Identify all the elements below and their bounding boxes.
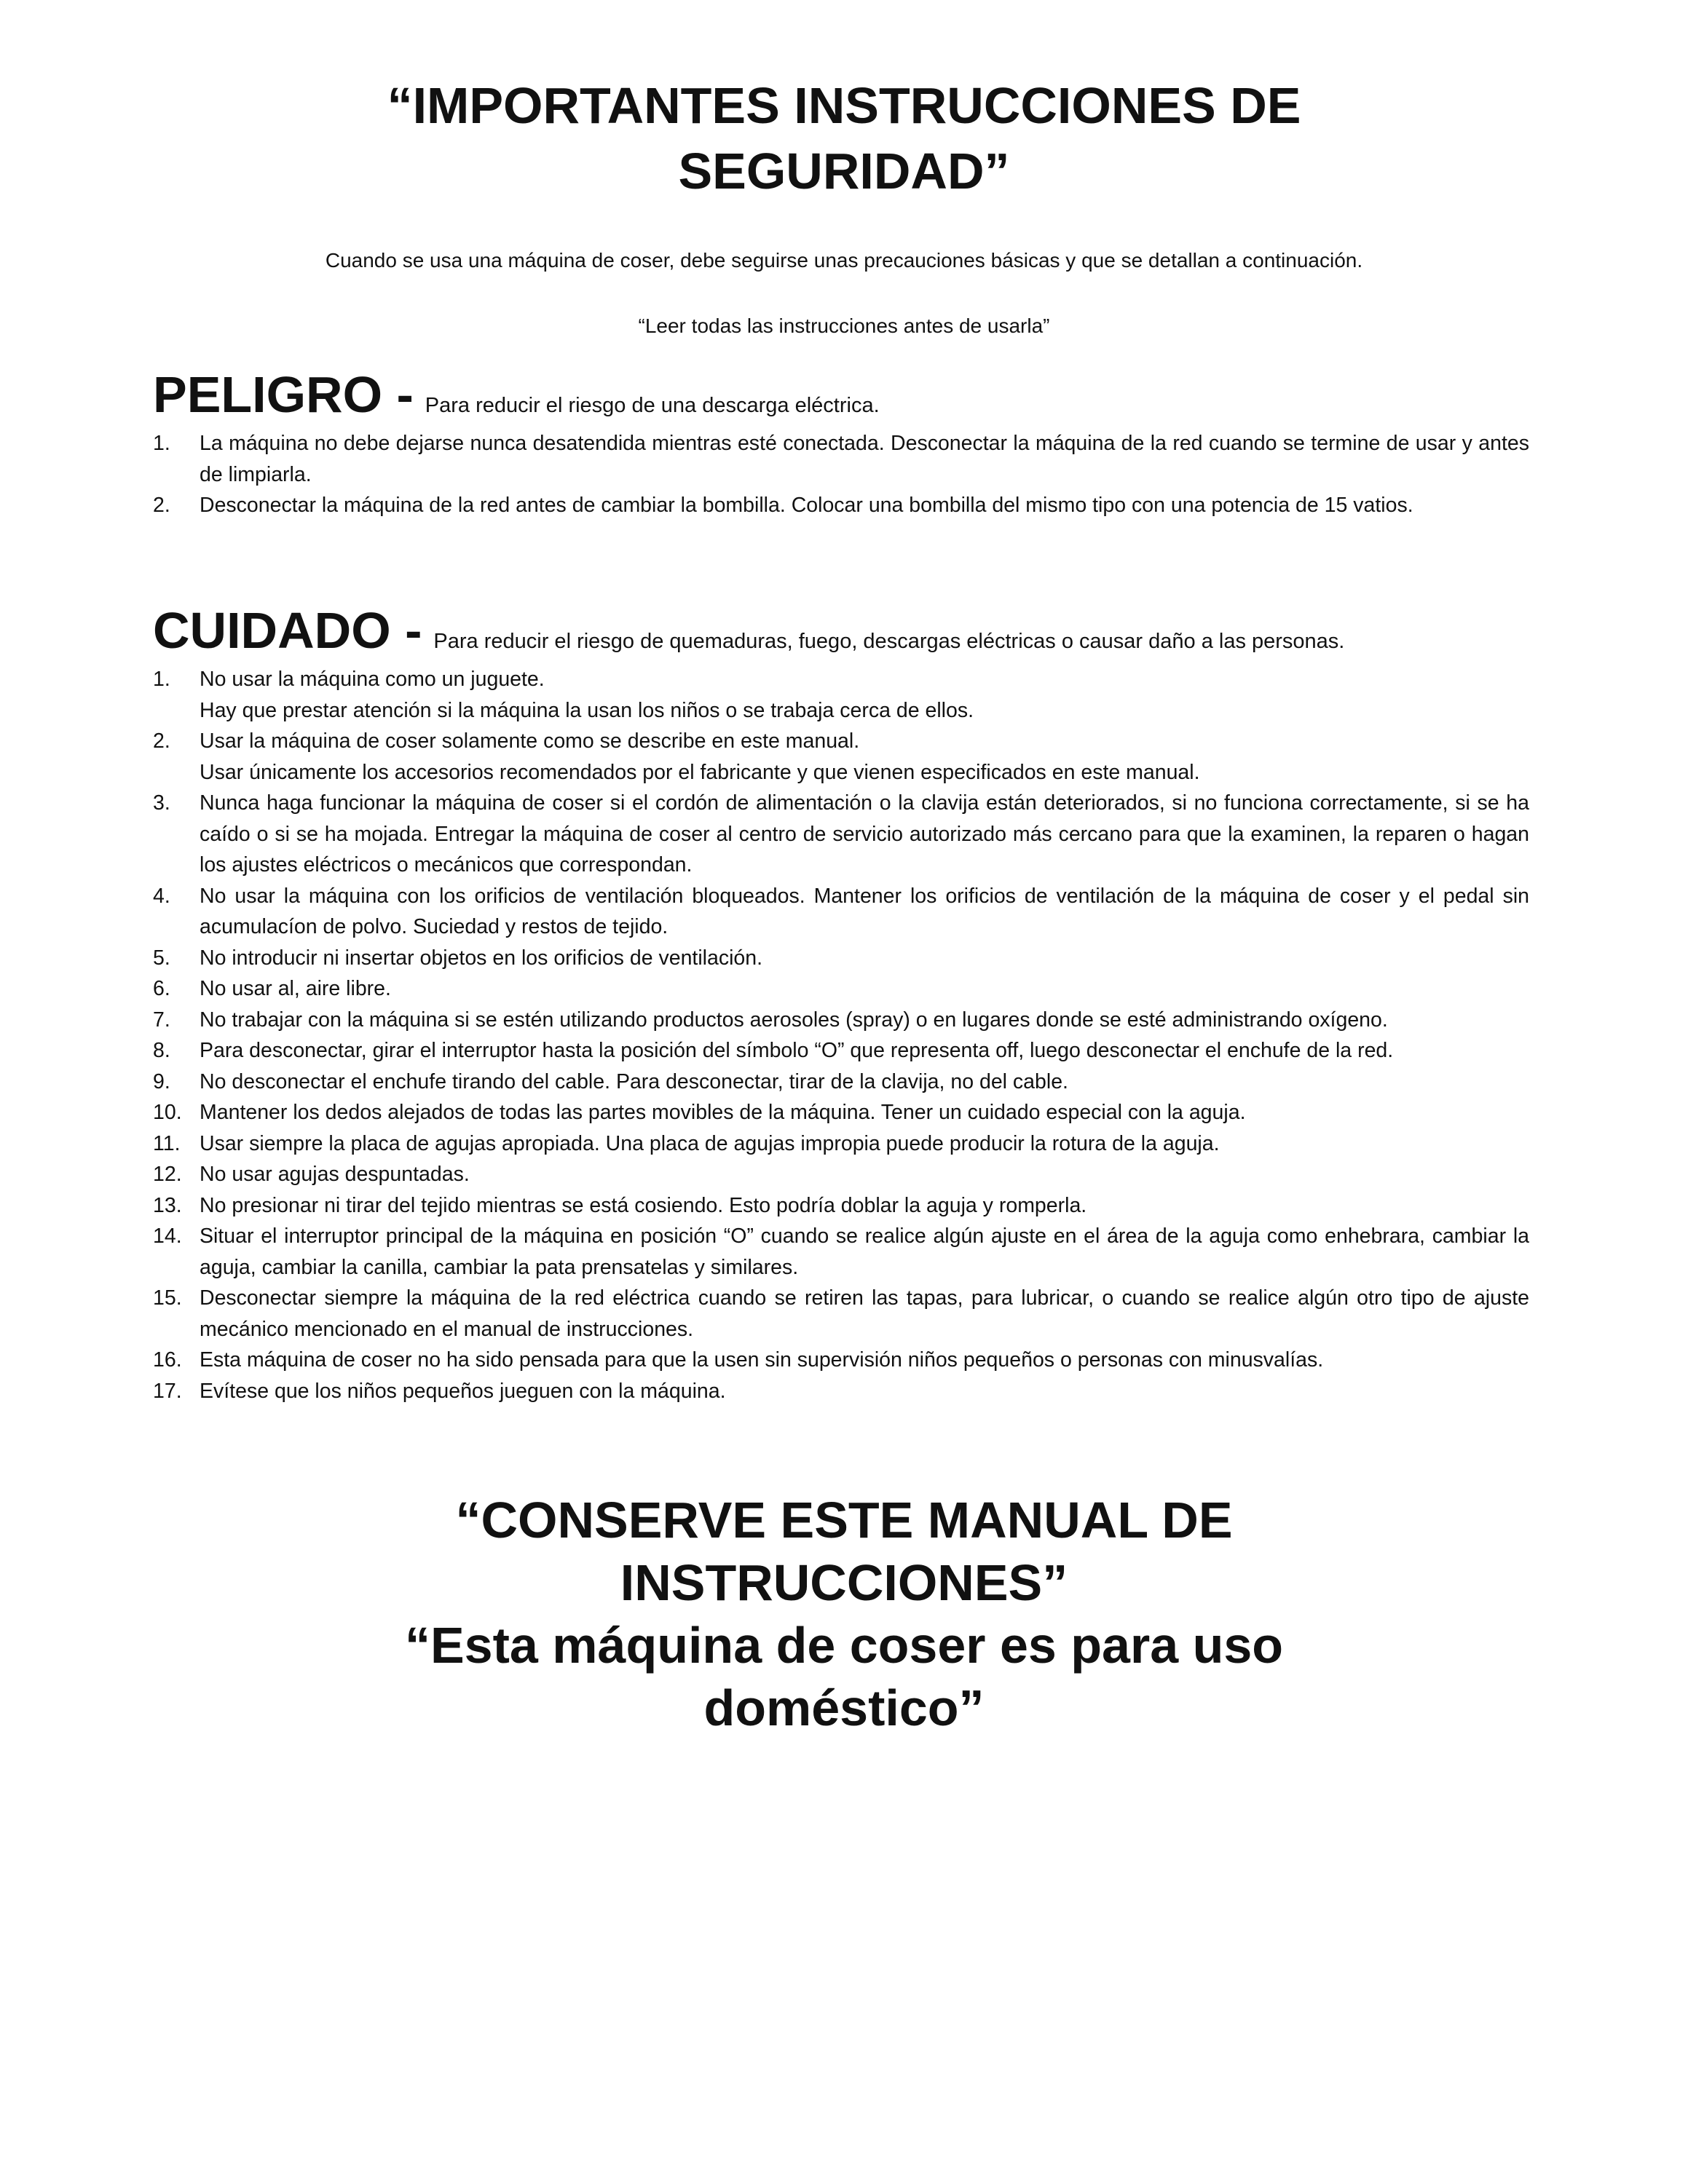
list-item-number: 9.	[153, 1069, 170, 1093]
peligro-description: Para reducir el riesgo de una descarga eléctrica.	[425, 394, 880, 417]
cuidado-header	[153, 601, 1529, 660]
list-item-number: 1.	[153, 432, 170, 455]
list-item	[153, 490, 1529, 521]
list-item	[153, 1067, 1529, 1098]
list-item-text: No trabajar con la máquina si se estén utilizando productos aerosoles (spray) o en lugares donde se esté administrando oxígeno.	[200, 1008, 1388, 1032]
list-item	[153, 973, 1529, 1005]
peligro-heading: PELIGRO -	[153, 366, 414, 423]
page-title-line-1: “IMPORTANTES INSTRUCCIONES DE	[387, 77, 1301, 134]
list-item-text: Usar siempre la placa de agujas apropiada. Una placa de agujas impropia puede producir la rotura de la aguja.	[200, 1131, 1220, 1155]
cuidado-section	[153, 601, 1529, 1406]
list-item	[153, 1283, 1529, 1345]
list-item	[153, 1190, 1529, 1222]
list-item-number: 11.	[153, 1131, 181, 1155]
intro-text: Cuando se usa una máquina de coser, debe seguirse unas precauciones básicas y que se detallan a continuación.	[325, 249, 1363, 272]
list-item-number: 12.	[153, 1163, 182, 1186]
closing-line-1: “CONSERVE ESTE MANUAL DE	[455, 1492, 1233, 1548]
intro-note: “Leer todas las instrucciones antes de usarla”	[638, 314, 1050, 337]
list-item-text: No usar la máquina con los orificios de ventilación bloqueados. Mantener los orificios de ventilación de la máquina de coser y el pedal sin acumulacíon de polvo. Suciedad y restos de tejido.	[200, 884, 1529, 938]
closing-statement	[146, 1489, 1542, 1739]
cuidado-heading: CUIDADO -	[153, 602, 422, 659]
list-item-text: Usar la máquina de coser solamente como se describe en este manual.	[200, 729, 860, 753]
list-item-number: 15.	[153, 1286, 182, 1310]
list-item-number: 6.	[153, 977, 170, 1000]
list-item-text: No desconectar el enchufe tirando del cable. Para desconectar, tirar de la clavija, no del cable.	[200, 1069, 1068, 1093]
peligro-section	[153, 365, 1529, 521]
list-item-text: No presionar ni tirar del tejido mientras se está cosiendo. Esto podría doblar la aguja y romperla.	[200, 1193, 1087, 1217]
list-item	[153, 1345, 1529, 1376]
list-item	[153, 664, 1529, 726]
list-item-text: Desconectar la máquina de la red antes de cambiar la bombilla. Colocar una bombilla del mismo tipo con una potencia de 15 vatios.	[200, 494, 1413, 517]
list-item-number: 2.	[153, 494, 170, 517]
list-item-text: Mantener los dedos alejados de todas las partes movibles de la máquina. Tener un cuidado especial con la aguja.	[200, 1101, 1246, 1124]
peligro-header	[153, 365, 1529, 424]
list-item-text: Situar el interruptor principal de la máquina en posición “O” cuando se realice algún ajuste en el área de la aguja como enhebrara, cambiar la aguja, cambiar la canilla, cambiar la pata prensatelas y similares.	[200, 1224, 1529, 1279]
list-item-text: Desconectar siempre la máquina de la red eléctrica cuando se retiren las tapas, para lubricar, o cuando se realice algún otro tipo de ajuste mecánico mencionado en el manual de instrucciones.	[200, 1286, 1529, 1341]
list-item	[153, 1221, 1529, 1283]
list-item-text: Evítese que los niños pequeños jueguen con la máquina.	[200, 1379, 726, 1403]
list-item-subtext: Hay que prestar atención si la máquina la usan los niños o se trabaja cerca de ellos.	[200, 698, 974, 722]
list-item	[153, 1035, 1529, 1067]
list-item-number: 3.	[153, 791, 170, 815]
list-item-number: 14.	[153, 1224, 182, 1248]
list-item-text: Nunca haga funcionar la máquina de coser si el cordón de alimentación o la clavija están deteriorados, si no funciona correctamente, si se ha caído o si se ha mojada. Entregar la máquina de coser al centro de servicio autorizado más cercano para que la examinen, la reparen o hagan los ajustes eléctricos o mecánicos que correspondan.	[200, 791, 1529, 877]
list-item-text: No usar la máquina como un juguete.	[200, 668, 545, 691]
list-item	[153, 1005, 1529, 1036]
list-item-number: 7.	[153, 1008, 170, 1032]
list-item-number: 1.	[153, 668, 170, 691]
list-item	[153, 881, 1529, 943]
list-item-subtext: Usar únicamente los accesorios recomendados por el fabricante y que vienen especificados en este manual.	[200, 760, 1200, 784]
cuidado-description: Para reducir el riesgo de quemaduras, fuego, descargas eléctricas o causar daño a las personas.	[433, 630, 1345, 653]
page-title	[146, 73, 1542, 204]
list-item-text: Esta máquina de coser no ha sido pensada para que la usen sin supervisión niños pequeños o personas con minusvalías.	[200, 1348, 1324, 1372]
list-item-text: La máquina no debe dejarse nunca desatendida mientras esté conectada. Desconectar la máquina de la red cuando se termine de usar y antes de limpiarla.	[200, 432, 1529, 486]
list-item	[153, 1159, 1529, 1190]
list-item-text: No introducir ni insertar objetos en los orificios de ventilación.	[200, 946, 763, 970]
list-item-number: 4.	[153, 884, 170, 908]
list-item-number: 8.	[153, 1039, 170, 1062]
list-item-number: 13.	[153, 1193, 182, 1217]
closing-line-3: “Esta máquina de coser es para uso	[404, 1617, 1284, 1674]
list-item-text: Para desconectar, girar el interruptor hasta la posición del símbolo “O” que representa off, luego desconectar el enchufe de la red.	[200, 1039, 1394, 1062]
list-item-number: 5.	[153, 946, 170, 970]
list-item	[153, 788, 1529, 881]
cuidado-list	[153, 664, 1529, 1406]
list-item	[153, 1376, 1529, 1407]
list-item	[153, 726, 1529, 788]
list-item	[153, 428, 1529, 490]
page-title-line-2: SEGURIDAD”	[678, 143, 1010, 199]
closing-line-2: INSTRUCCIONES”	[620, 1554, 1068, 1611]
list-item-text: No usar agujas despuntadas.	[200, 1163, 470, 1186]
peligro-list	[153, 428, 1529, 521]
list-item-number: 10.	[153, 1101, 182, 1124]
list-item	[153, 1128, 1529, 1160]
closing-line-4: doméstico”	[703, 1679, 985, 1736]
list-item	[153, 943, 1529, 974]
list-item-text: No usar al, aire libre.	[200, 977, 391, 1000]
list-item	[153, 1097, 1529, 1128]
list-item-number: 2.	[153, 729, 170, 753]
list-item-number: 17.	[153, 1379, 182, 1403]
list-item-number: 16.	[153, 1348, 182, 1372]
